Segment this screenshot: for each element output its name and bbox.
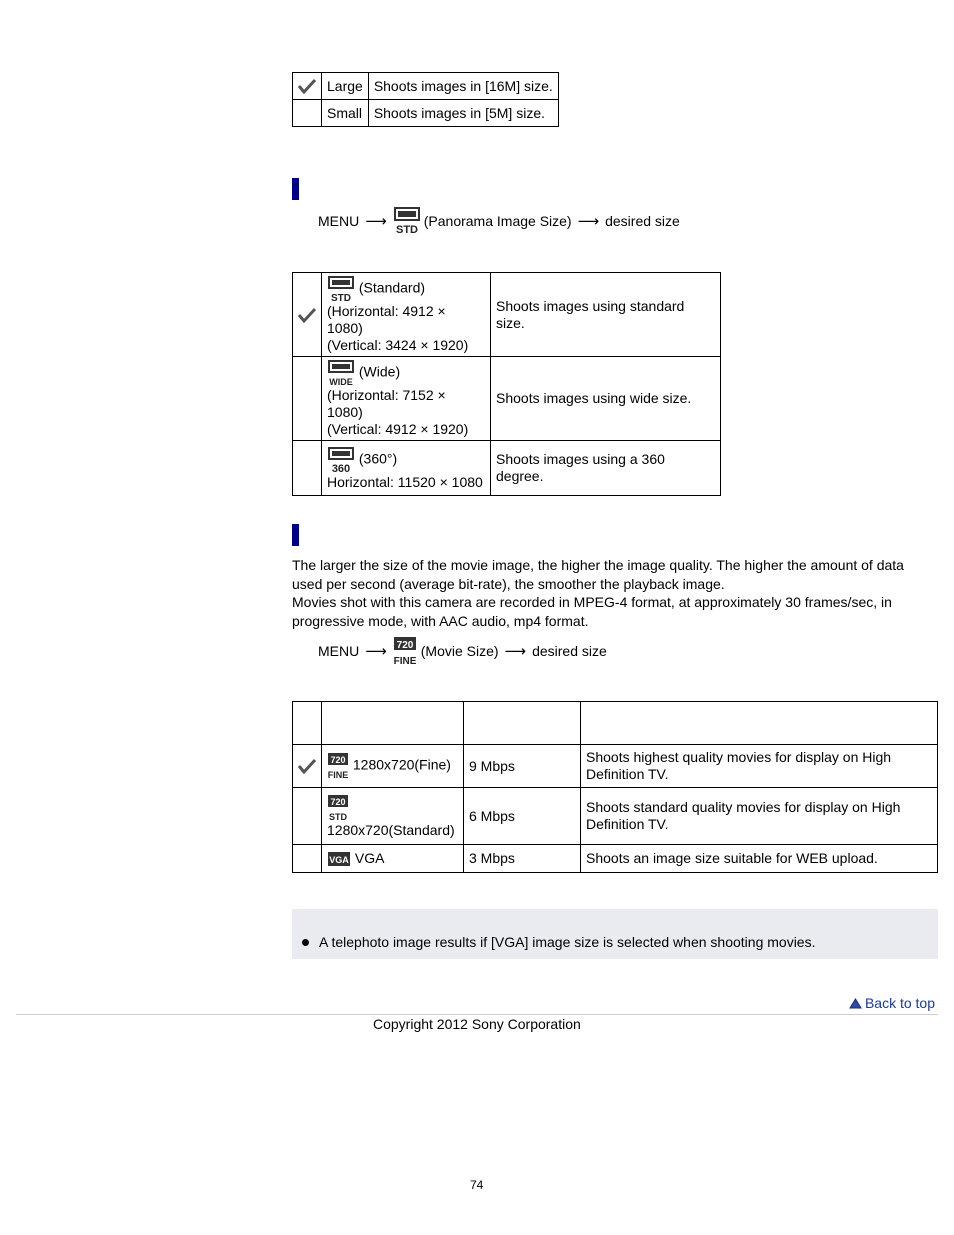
note-item (302, 934, 815, 950)
section-marker-bar (292, 524, 299, 546)
footer-divider (16, 1014, 938, 1015)
copyright: Copyright 2012 Sony Corporation (373, 1016, 581, 1032)
empty-check-cell (293, 357, 322, 441)
checkmark-icon (297, 77, 317, 95)
movie-fine-icon (393, 636, 417, 666)
svg-text:720: 720 (330, 755, 346, 765)
panorama-menu-path (318, 206, 680, 236)
checkmark-cell (293, 273, 322, 357)
movie-intro-paragraph: The larger the size of the movie image, the higher the image quality. The higher the amount of data used per second (average bit-rate), the smoother the playback image. Movies shot with this camera are recorded in MPEG-4 format, at approximately 30 frames/sec, in progressive mode, with AAC audio, mp4 format. (292, 557, 904, 629)
bit-rate: 6 Mbps (464, 788, 581, 845)
checkmark-icon (297, 757, 317, 775)
checkmark-cell (293, 73, 322, 100)
arrow-icon: ⟶ (504, 643, 527, 660)
table-row (293, 273, 721, 357)
size-desc: Shoots images in [16M] size. (368, 73, 558, 100)
panorama-option: 360 (360°) Horizontal: 11520 × 1080 (322, 441, 491, 496)
header-cell (464, 702, 581, 745)
movie-menu-path (318, 636, 607, 666)
note-text: A telephoto image results if [VGA] image size is selected when shooting movies. (319, 934, 816, 950)
size-label: Large (322, 73, 369, 100)
svg-text:720: 720 (396, 640, 414, 651)
size-desc: Shoots images in [5M] size. (368, 100, 558, 127)
movie-option: 720 STD 1280x720(Standard) (322, 788, 464, 845)
panorama-std-icon (393, 206, 421, 236)
panorama-360-icon (327, 446, 355, 474)
panorama-std-icon (327, 275, 355, 303)
menu-item: (Panorama Image Size) (423, 213, 572, 229)
empty-check-cell (293, 441, 322, 496)
table-row (293, 441, 721, 496)
movie-desc: Shoots highest quality movies for display on High Definition TV. (581, 745, 938, 788)
arrow-icon: ⟶ (365, 643, 387, 660)
page-number: 74 (470, 1178, 484, 1192)
table-row (293, 357, 721, 441)
bit-rate: 9 Mbps (464, 745, 581, 788)
menu-label: MENU (318, 213, 360, 229)
table-row (293, 788, 938, 845)
movie-size-table (292, 701, 938, 873)
checkmark-cell (293, 745, 322, 788)
panorama-desc: Shoots images using standard size. (491, 273, 721, 357)
empty-check-cell (293, 100, 322, 127)
movie-option: VGA VGA (322, 845, 464, 873)
checkmark-icon (297, 306, 317, 324)
movie-std-icon (327, 794, 349, 822)
table-row (293, 845, 938, 873)
menu-target: desired size (605, 213, 680, 229)
table-row (293, 745, 938, 788)
menu-target: desired size (532, 643, 607, 659)
empty-check-cell (293, 788, 322, 845)
movie-fine-icon (327, 752, 349, 780)
section-marker-bar (292, 178, 299, 200)
header-cell (293, 702, 322, 745)
panorama-desc: Shoots images using a 360 degree. (491, 441, 721, 496)
svg-text:VGA: VGA (329, 855, 349, 866)
svg-text:FINE: FINE (393, 656, 417, 666)
arrow-icon: ⟶ (577, 213, 600, 230)
back-to-top-label[interactable]: Back to top (864, 995, 935, 1011)
table-header-row (293, 702, 938, 745)
panorama-option: WIDE (Wide) (Horizontal: 7152 × 1080) (Vertical: 4912 × 1920) (322, 357, 491, 441)
panorama-wide-icon (327, 359, 355, 387)
table-row (293, 73, 559, 100)
svg-text:STD: STD (395, 224, 418, 236)
movie-vga-icon (327, 851, 351, 867)
svg-text:360: 360 (331, 462, 351, 474)
svg-text:STD: STD (331, 293, 351, 303)
movie-desc: Shoots standard quality movies for display on High Definition TV. (581, 788, 938, 845)
size-label: Small (322, 100, 369, 127)
menu-label: MENU (318, 643, 360, 659)
movie-option: 720 FINE 1280x720(Fine) (322, 745, 464, 788)
triangle-up-icon (849, 998, 862, 1009)
header-cell (322, 702, 464, 745)
panorama-desc: Shoots images using wide size. (491, 357, 721, 441)
table-row (293, 100, 559, 127)
movie-desc: Shoots an image size suitable for WEB upload. (581, 845, 938, 873)
panorama-option: STD (Standard) (Horizontal: 4912 × 1080) (Vertical: 3424 × 1920) (322, 273, 491, 357)
bullet-icon (302, 939, 309, 946)
menu-item: (Movie Size) (420, 643, 499, 659)
image-size-table (292, 72, 559, 127)
header-cell (581, 702, 938, 745)
back-to-top-link[interactable] (849, 995, 935, 1011)
svg-text:STD: STD (329, 811, 347, 822)
bit-rate: 3 Mbps (464, 845, 581, 873)
note-box (292, 909, 938, 959)
empty-check-cell (293, 845, 322, 873)
svg-text:720: 720 (330, 796, 346, 807)
panorama-size-table (292, 272, 721, 496)
arrow-icon: ⟶ (365, 213, 387, 230)
svg-text:WIDE: WIDE (329, 377, 353, 387)
svg-text:FINE: FINE (327, 770, 349, 780)
